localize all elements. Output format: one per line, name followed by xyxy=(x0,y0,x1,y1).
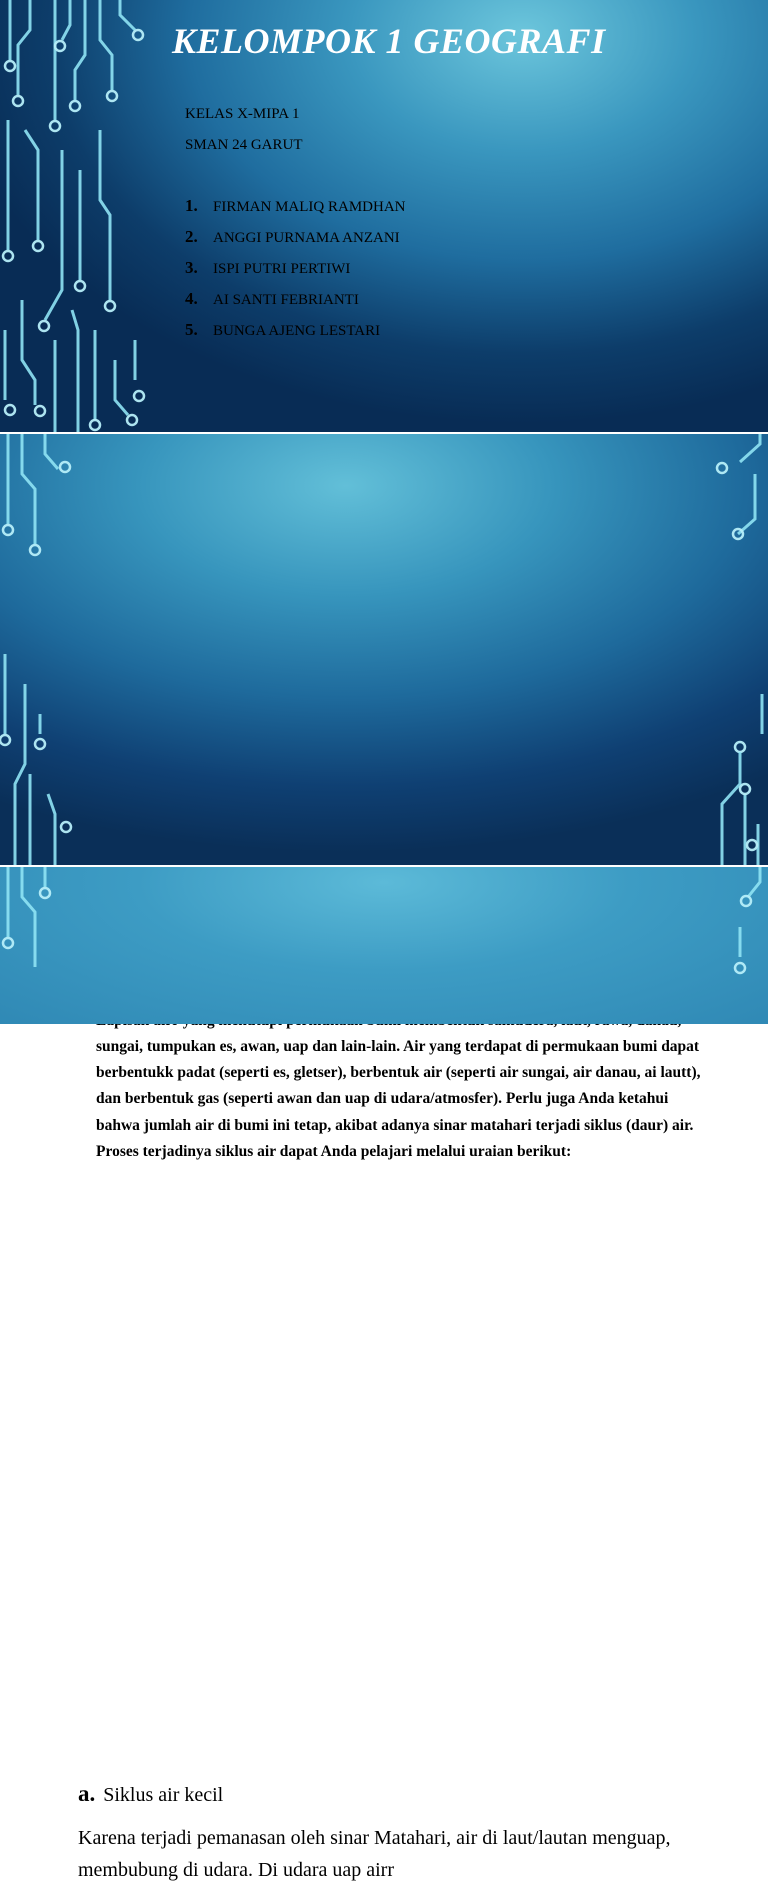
list-item xyxy=(185,289,406,320)
list-number: 3. xyxy=(185,258,198,277)
member-list xyxy=(185,196,406,351)
school-label: SMAN 24 GARUT xyxy=(185,137,303,153)
slide-hidrosfer xyxy=(0,434,768,1161)
section-heading xyxy=(78,1781,223,1807)
body-paragraph: Karena terjadi pemanasan oleh sinar Matahari, air di laut/lautan menguap, membubung di udara. Di udara uap airr xyxy=(78,1827,671,1881)
member-name: FIRMAN MALIQ RAMDHAN xyxy=(213,199,406,215)
circuit-decoration-icon xyxy=(700,867,768,1024)
body-paragraph: sungai, tumpukan es, awan, uap dan lain-lain. Air yang terdapat di permukaan bumi dapat berbentukk padat (seperti es, gletser), berbentuk air (seperti air sungai, air danau, ai lautt), dan berbentuk gas (seperti awan dan uap di udara/atmosfer). Perlu juga Anda ketahui bahwa jumlah air di bumi ini tetap, akibat adanya sinar matahari terjadi siklus (daur) air. Proses terjadinya siklus air dapat Anda pelajari melalui uraian berikut: xyxy=(96,1037,701,1161)
circuit-decoration-icon xyxy=(700,434,768,865)
circuit-decoration-icon xyxy=(0,867,80,1024)
list-number: 4. xyxy=(185,289,198,308)
slide-title: KELOMPOK 1 GEOGRAFI xyxy=(172,21,606,61)
member-name: ANGGI PURNAMA ANZANI xyxy=(213,230,400,246)
circuit-decoration-icon xyxy=(0,0,150,432)
list-number: 5. xyxy=(185,320,198,339)
circuit-decoration-icon xyxy=(0,434,80,865)
class-label: KELAS X-MIPA 1 xyxy=(185,106,300,122)
list-item xyxy=(185,320,406,351)
list-item xyxy=(185,227,406,258)
list-item xyxy=(185,196,406,227)
list-number: 2. xyxy=(185,227,198,246)
slide-group-members xyxy=(0,0,768,432)
member-name: BUNGA AJENG LESTARI xyxy=(213,323,381,339)
list-item xyxy=(185,258,406,289)
section-title: Siklus air kecil xyxy=(103,1784,224,1806)
section-letter: a. xyxy=(78,1781,96,1806)
member-name: ISPI PUTRI PERTIWI xyxy=(213,261,351,277)
list-number: 1. xyxy=(185,196,198,215)
member-name: AI SANTI FEBRIANTI xyxy=(213,292,359,308)
